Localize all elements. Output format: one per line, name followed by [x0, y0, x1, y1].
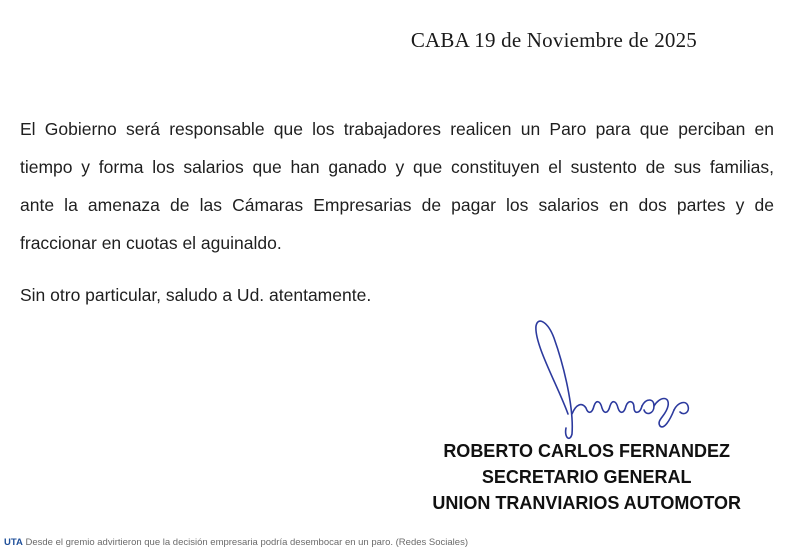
image-caption [4, 537, 792, 548]
caption-lead: UTA [4, 537, 23, 548]
handwritten-signature [528, 316, 708, 446]
body-line: tiempo y forma los salarios que han ganado y que constituyen el sustento de sus familias, [20, 157, 774, 177]
body-line: ante la amenaza de las Cámaras Empresarias de pagar los salarios en dos partes y de [20, 195, 774, 215]
body-line: El Gobierno será responsable que los trabajadores realicen un Paro para que perciban en [20, 119, 774, 139]
signer-title: SECRETARIO GENERAL [481, 467, 692, 487]
signer-organization: UNION TRANVIARIOS AUTOMOTOR [432, 493, 741, 513]
letter-date: CABA 19 de Noviembre de 2025 [410, 28, 697, 52]
letter-body [20, 110, 774, 262]
closing-line: Sin otro particular, saludo a Ud. atentamente. [20, 285, 372, 305]
caption-text: Desde el gremio advirtieron que la decisión empresaria podría desembocar en un paro. (Redes Sociales) [22, 537, 468, 548]
signer-name: ROBERTO CARLOS FERNANDEZ [443, 441, 730, 461]
letter-closing [20, 276, 774, 314]
signature-block [432, 438, 741, 516]
body-line: fraccionar en cuotas el aguinaldo. [20, 233, 282, 253]
